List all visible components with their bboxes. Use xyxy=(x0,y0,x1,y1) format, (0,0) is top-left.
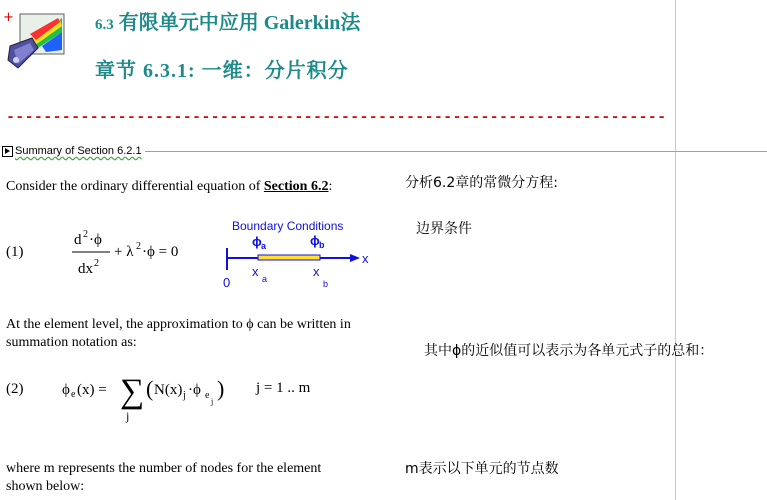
svg-text:ϕ: ϕ xyxy=(62,382,70,398)
svg-text:j: j xyxy=(126,409,130,423)
svg-text:x: x xyxy=(313,264,320,279)
paragraph-ode-colon: : xyxy=(328,179,333,194)
paragraph-nodes-line-2: shown below: xyxy=(6,479,85,494)
diagram-title: Boundary Conditions xyxy=(232,219,344,233)
paragraph-ode-text: Consider the ordinary differential equation of xyxy=(6,179,264,194)
collapsed-section-header[interactable] xyxy=(0,144,145,158)
paragraph-ode-cn: 分析6.2章的常微分方程: xyxy=(405,175,558,191)
equation-2-range: j = 1 .. m xyxy=(256,380,311,396)
svg-text:): ) xyxy=(217,376,225,401)
svg-text:+ λ: + λ xyxy=(114,244,134,260)
svg-text:2: 2 xyxy=(94,258,99,269)
paragraph-approximation-line-1: At the element level, the approximation to ϕ can be written in xyxy=(6,317,351,332)
svg-text:(x) =: (x) = xyxy=(77,382,107,398)
equation-2-number: (2) xyxy=(6,381,24,397)
svg-text:∑: ∑ xyxy=(120,373,145,410)
svg-text:(: ( xyxy=(146,376,154,401)
paragraph-approximation-cn: 其中ϕ的近似值可以表示为各单元式子的总和： xyxy=(424,343,714,359)
equation-2 xyxy=(62,368,262,428)
equation-1 xyxy=(70,226,220,286)
section-title xyxy=(95,6,360,35)
svg-text:N(x): N(x) xyxy=(154,382,183,398)
boundary-conditions-diagram xyxy=(220,218,380,292)
svg-text:e: e xyxy=(205,390,210,401)
svg-text:0: 0 xyxy=(223,275,231,290)
equation-1-number: (1) xyxy=(6,244,24,260)
boundary-conditions-cn: 边界条件 xyxy=(416,221,472,237)
svg-text:·ϕ = 0: ·ϕ = 0 xyxy=(142,244,179,260)
svg-text:x: x xyxy=(252,264,259,279)
section-title-text: 有限单元中应用 Galerkin法 xyxy=(118,12,361,34)
paragraph-nodes-cn: m表示以下单元的节点数 xyxy=(405,461,559,477)
svg-text:a: a xyxy=(261,241,267,251)
svg-text:x: x xyxy=(362,251,369,266)
svg-text:dx: dx xyxy=(78,261,93,277)
svg-text:ϕ: ϕ xyxy=(310,233,320,248)
paragraph-approximation xyxy=(6,316,351,352)
paragraph-nodes-line-1: where m represents the number of nodes for the element xyxy=(6,461,322,476)
svg-text:b: b xyxy=(323,279,329,289)
maple-logo-icon xyxy=(2,10,68,72)
svg-text:e: e xyxy=(71,389,76,400)
svg-text:d: d xyxy=(74,232,82,248)
svg-text:a: a xyxy=(262,274,268,284)
paragraph-approximation-line-2: summation notation as: xyxy=(6,335,137,350)
paragraph-nodes xyxy=(6,460,321,496)
svg-text:·ϕ: ·ϕ xyxy=(188,382,201,398)
svg-text:j: j xyxy=(211,397,214,406)
svg-text:2: 2 xyxy=(136,241,141,252)
svg-text:2: 2 xyxy=(83,229,88,240)
paragraph-ode xyxy=(6,179,332,195)
red-divider: ----------------------------------------------------------------------- xyxy=(6,109,667,126)
section-6-2-link[interactable]: Section 6.2 xyxy=(263,179,329,194)
svg-text:j: j xyxy=(183,390,186,401)
svg-text:+: + xyxy=(3,10,14,25)
expand-section-icon[interactable] xyxy=(2,146,13,157)
svg-text:b: b xyxy=(319,240,325,250)
section-number: 6.3 xyxy=(95,17,114,33)
svg-text:·ϕ: ·ϕ xyxy=(89,232,102,248)
collapsed-section-label: Summary of Section 6.2.1 xyxy=(15,145,142,157)
subsection-title: 章节 6.3.1: 一维：分片积分 xyxy=(95,60,349,82)
page-right-margin-line xyxy=(675,0,676,500)
svg-text:ϕ: ϕ xyxy=(252,234,262,249)
